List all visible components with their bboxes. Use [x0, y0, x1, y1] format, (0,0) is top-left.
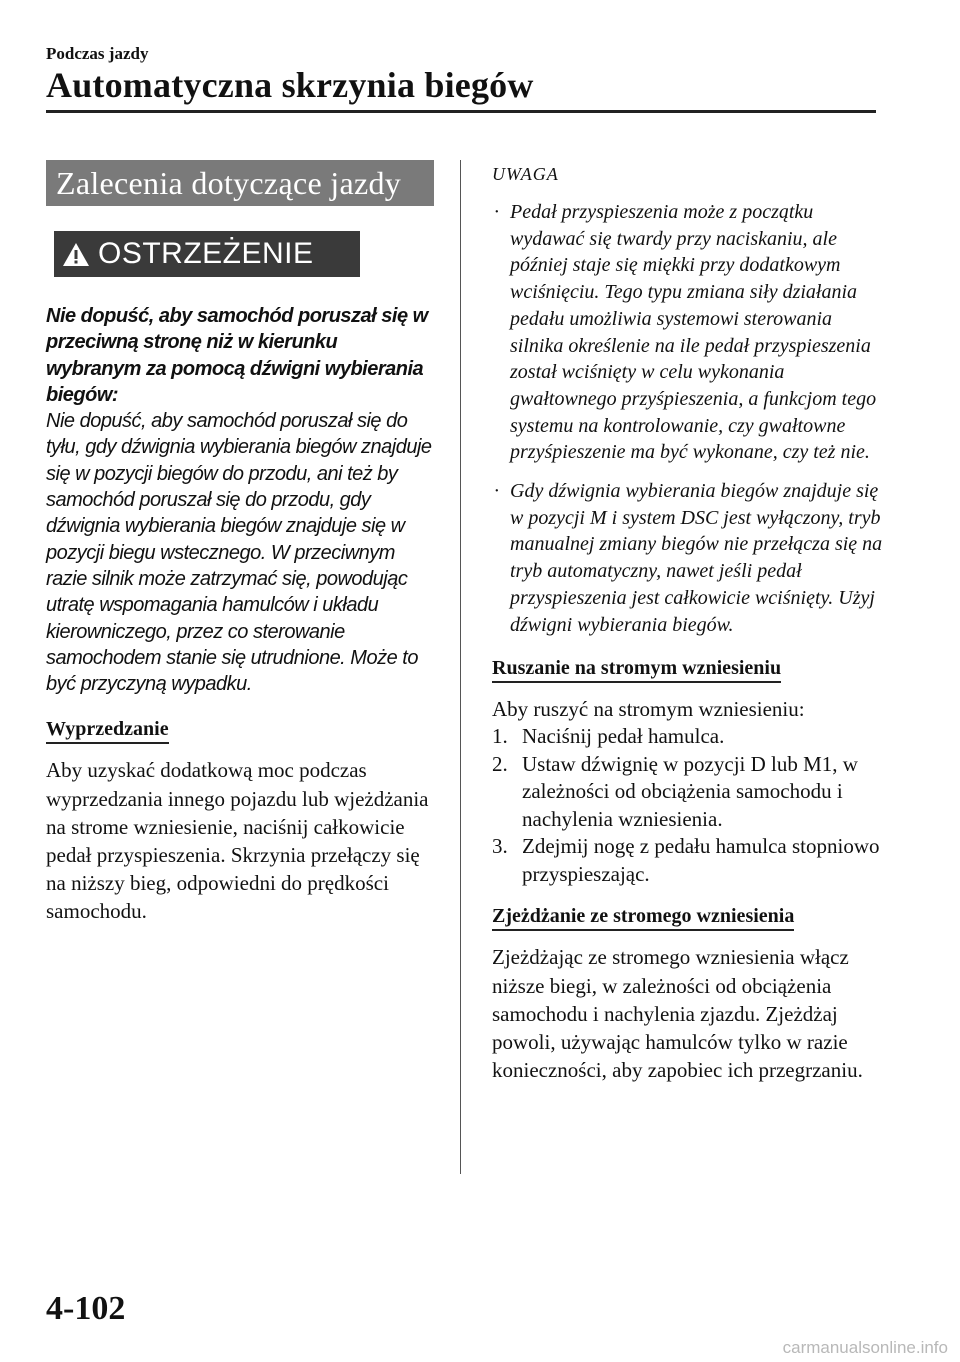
bullet-dot-icon: · — [494, 480, 499, 503]
list-item — [492, 723, 884, 751]
watermark: carmanualsonline.info — [782, 1338, 948, 1357]
steep-up-intro: Aby ruszyć na stromym wzniesieniu: — [492, 697, 805, 722]
note-item-text: Gdy dźwignia wybierania biegów znajduje się w pozycji M i system DSC jest wyłączony, tryb manualnej zmiany biegów nie przełącza się na tryb automatyczny, nawet jeśli pedał przyspieszenia jest całkowicie wciśnięty. Użyj dźwigni wybierania biegów. — [510, 480, 883, 636]
steep-up-heading: Ruszanie na stromym wzniesieniu — [492, 656, 781, 683]
step-number: 2. — [492, 751, 508, 776]
step-text: Zdejmij nogę z pedału hamulca stopniowo przyspieszając. — [522, 834, 880, 886]
right-column — [492, 160, 884, 1084]
step-text: Naciśnij pedał hamulca. — [522, 724, 725, 749]
chapter-title: Automatyczna skrzynia biegów — [46, 65, 534, 105]
warning-badge — [54, 231, 360, 277]
section-title-box — [46, 160, 434, 206]
header-rule — [46, 110, 876, 113]
section-title: Zalecenia dotyczące jazdy — [56, 164, 402, 201]
step-number: 1. — [492, 724, 508, 749]
overtaking-heading: Wyprzedzanie — [46, 717, 169, 744]
note-item — [492, 478, 884, 638]
note-item-text: Pedał przyspieszenia może z początku wydawać się twardy przy naciskaniu, ale później staje się miękki przy dodatkowym wciśnięciu. Tego typu zmiana siły działania pedału umożliwia systemowi sterowania silnika określenie na ile pedał przyspieszenia został wciśnięty w celu wykonania gwałtownego przyśpieszenia, a funkcjom tego systemu na kontrolowanie, czy gwałtowne przyśpieszenie ma być wykonane, czy też nie. — [510, 201, 877, 464]
step-number: 3. — [492, 834, 508, 859]
steep-down-heading: Zjeżdżanie ze stromego wzniesienia — [492, 904, 794, 931]
warning-label: OSTRZEŻENIE — [98, 237, 314, 270]
warning-heading: Nie dopuść, aby samochód poruszał się w przeciwną stronę niż w kierunku wybranym za pomocą dźwigni wybierania biegów: — [46, 305, 428, 406]
list-item — [492, 751, 884, 834]
warning-body — [46, 303, 434, 697]
note-item — [492, 199, 884, 466]
steep-down-text: Zjeżdżając ze stromego wzniesienia włącz niższe biegi, w zależności od obciążenia samochodu i nachylenia zjazdu. Zjeżdżaj powoli, używając hamulców tylko w razie konieczności, aby zapobiec ich przegrzaniu. — [492, 945, 863, 1083]
page-number: 4-102 — [46, 1290, 126, 1327]
bullet-dot-icon: · — [494, 201, 499, 223]
section-kicker: Podczas jazdy — [46, 44, 149, 63]
warning-triangle-icon — [54, 241, 98, 268]
overtaking-text: Aby uzyskać dodatkową moc podczas wyprzedzania innego pojazdu lub wjeżdżania na strome wzniesienie, naciśnij całkowicie pedał przyspieszenia. Skrzynia przełączy się na niższy bieg, odpowiedni do prędkości samochodu. — [46, 758, 429, 924]
column-divider — [460, 160, 461, 1174]
step-text: Ustaw dźwignię w pozycji D lub M1, w zależności od obciążenia samochodu i nachylenia wzniesienia. — [522, 751, 858, 831]
note-label: UWAGA — [492, 164, 559, 184]
left-column — [46, 160, 434, 926]
warning-text: Nie dopuść, aby samochód poruszał się do tyłu, gdy dźwignia wybierania biegów znajduje się w pozycji biegów do przodu, ani też by samochód poruszał się do przodu, gdy dźwignia wybierania biegów znajduje się w pozycji biegu wstecznego. W przeciwnym razie silnik może zatrzymać się, powodując utratę wspomagania hamulców i układu kierowniczego, przez co sterowanie samochodem stanie się utrudnione. Może to być przyczyną wypadku. — [46, 410, 432, 696]
list-item — [492, 833, 884, 888]
steps-list — [492, 723, 884, 888]
